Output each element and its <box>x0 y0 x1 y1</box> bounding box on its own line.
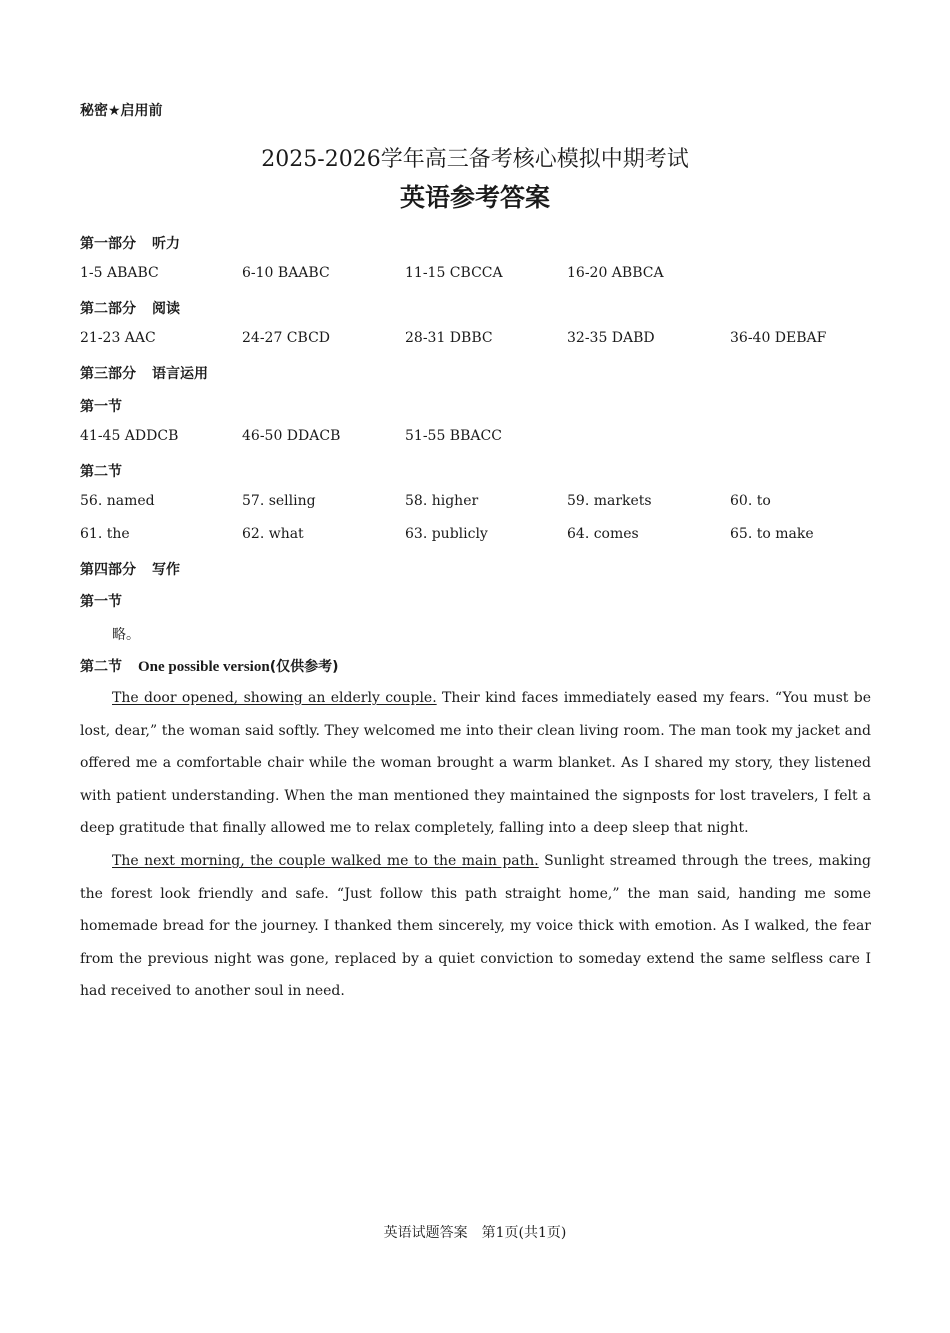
answer-cell: 59. markets <box>567 493 652 509</box>
answer-cell: 16-20 ABBCA <box>567 265 664 281</box>
part4-heading <box>80 559 180 579</box>
secret-label: 秘密★启用前 <box>80 103 163 119</box>
part4-section1-content: 略。 <box>112 627 140 643</box>
part3-section2-heading: 第二节 <box>80 464 122 480</box>
answer-cell: 21-23 AAC <box>80 330 156 346</box>
paragraph-text: Their kind faces immediately eased my fears. “You must be lost, dear,” the woman said softly. They welcomed me into their clean living room. The man took my jacket and offered me a comfortable chair while the woman brought a warm blanket. As I shared my story, they listened with patient understanding. When the man mentioned they maintained the signposts for lost travelers, I felt a deep gratitude that finally allowed me to relax completely, falling into a deep sleep that night. <box>80 690 871 837</box>
part4-label: 第四部分 <box>80 562 136 578</box>
part3-section1-answers-row <box>80 428 900 448</box>
exam-title: 2025-2026学年高三备考核心模拟中期考试 <box>261 147 689 172</box>
part2-answers-row <box>80 330 900 350</box>
answer-cell: 62. what <box>242 526 304 542</box>
underlined-opening-sentence: The door opened, showing an elderly couple. <box>112 690 437 706</box>
part2-name: 阅读 <box>152 301 180 317</box>
answer-cell: 28-31 DBBC <box>405 330 493 346</box>
part4-name: 写作 <box>152 562 180 578</box>
part3-section2-answers-row <box>80 493 900 513</box>
document-title: 英语参考答案 <box>399 183 550 212</box>
part1-name: 听力 <box>152 236 180 252</box>
answer-cell: 60. to <box>730 493 771 509</box>
essay-paragraph-1 <box>80 682 871 845</box>
essay-paragraph-2 <box>80 845 871 1008</box>
part1-label: 第一部分 <box>80 236 136 252</box>
part3-section1-heading: 第一节 <box>80 399 122 415</box>
answer-cell: 51-55 BBACC <box>405 428 502 444</box>
answer-cell: 63. publicly <box>405 526 488 542</box>
underlined-opening-sentence: The next morning, the couple walked me to the main path. <box>112 853 539 869</box>
version-note: (仅供参考) <box>269 659 339 675</box>
answer-cell: 65. to make <box>730 526 814 542</box>
part4-section2-heading <box>80 656 338 676</box>
part1-answers-row <box>80 265 900 285</box>
part2-label: 第二部分 <box>80 301 136 317</box>
answer-cell: 32-35 DABD <box>567 330 655 346</box>
answer-cell: 41-45 ADDCB <box>80 428 179 444</box>
answer-cell: 58. higher <box>405 493 479 509</box>
page-footer: 英语试题答案 第1页(共1页) <box>383 1225 567 1241</box>
answer-cell: 61. the <box>80 526 130 542</box>
answer-cell: 64. comes <box>567 526 639 542</box>
answer-cell: 56. named <box>80 493 155 509</box>
answer-cell: 46-50 DDACB <box>242 428 341 444</box>
part4-section2-label: 第二节 <box>80 659 122 675</box>
part1-heading <box>80 233 180 253</box>
version-title: One possible version <box>138 659 270 675</box>
answer-cell: 36-40 DEBAF <box>730 330 827 346</box>
answer-cell: 57. selling <box>242 493 316 509</box>
answer-cell: 11-15 CBCCA <box>405 265 503 281</box>
part3-section2-answers-row <box>80 526 900 546</box>
part2-heading <box>80 298 180 318</box>
part3-heading <box>80 363 208 383</box>
answer-cell: 24-27 CBCD <box>242 330 331 346</box>
part4-section1-heading: 第一节 <box>80 594 122 610</box>
answer-cell: 1-5 ABABC <box>80 265 159 281</box>
part3-name: 语言运用 <box>152 366 208 382</box>
part3-label: 第三部分 <box>80 366 136 382</box>
paragraph-text: Sunlight streamed through the trees, making the forest look friendly and safe. “Just follow this path straight home,” the man said, handing me some homemade bread for the journey. I thanked them sincerely, my voice thick with emotion. As I walked, the fear from the previous night was gone, replaced by a quiet conviction to someday extend the same selfless care I had received to another soul in need. <box>80 853 871 1000</box>
answer-cell: 6-10 BAABC <box>242 265 330 281</box>
